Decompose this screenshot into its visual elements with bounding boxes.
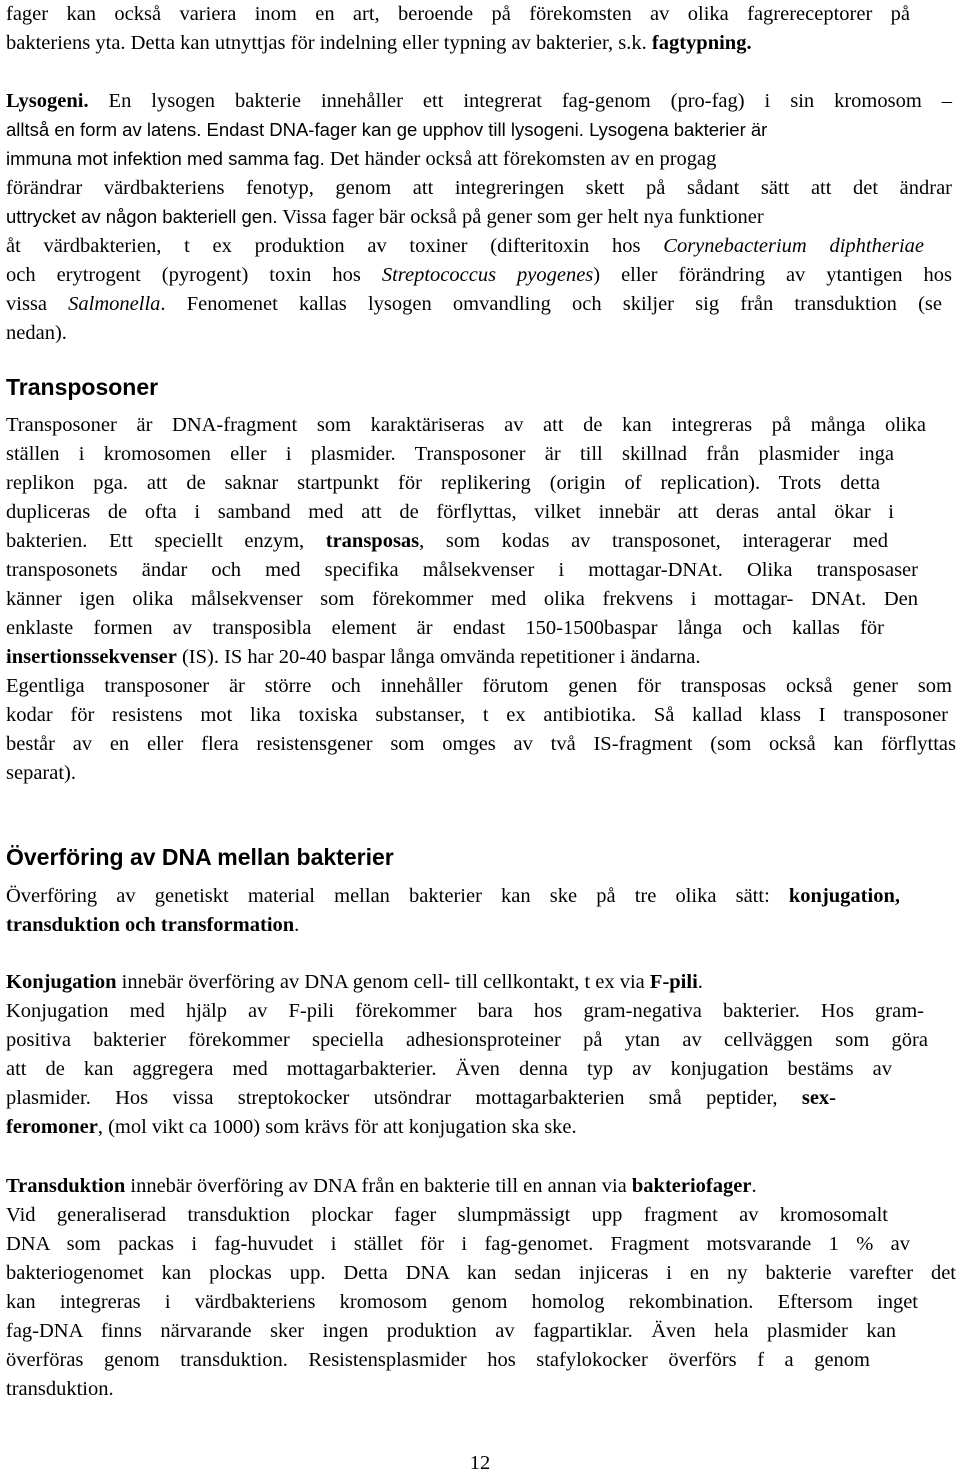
text-run: . [697,971,703,993]
term-sex: sex- [801,1087,836,1109]
species-name: Streptococcus pyogenes [381,264,594,286]
text-run: Överföring av genetiskt material mellan bakterier kan ske på tre olika sätt: [6,885,789,907]
text-run: bakteriogenomet kan plockas upp. Detta DNA kan sedan injiceras i en ny bakterie varefter det [6,1262,956,1284]
text-run: . [294,914,300,936]
text-line [6,120,952,141]
text-line [6,560,918,581]
text-run: positiva bakterier förekommer speciella adhesionsproteiner på ytan av cellväggen som göra [6,1029,928,1051]
text-line [6,265,952,286]
text-run: immuna mot infektion med samma fag. [6,148,325,169]
term-lysogeni: Lysogeni. [6,90,89,112]
text-run: DNA som packas i fag-huvudet i stället för i fag-genomet. Fragment motsvarande 1 % av [6,1233,910,1255]
text-line [6,33,752,54]
text-run: att de kan aggregera med mottagarbakterier. Även denna typ av konjugation bestäms av [6,1058,892,1080]
text-run: Konjugation med hjälp av F-pili förekommer bara hos gram-negativa bakterier. Hos gram- [6,1000,924,1022]
term-bakteriofager: bakteriofager [631,1175,752,1197]
text-run: vissa [6,293,69,315]
text-line [6,647,701,668]
term-f-pili: F-pili [649,971,698,993]
text-line [6,531,888,552]
text-run: , (mol vikt ca 1000) som krävs för att konjugation ska ske. [97,1116,577,1138]
text-line [6,1030,928,1051]
text-line [6,1205,888,1226]
text-run: Egentliga transposoner är större och innehåller förutom genen för transposas också gener som [6,675,952,697]
text-run: uttrycket av någon bakteriell gen. [6,206,278,227]
text-line [6,323,67,344]
text-run: dupliceras de ofta i samband med att de förflyttas, vilket innebär att deras antal ökar i [6,501,894,523]
term-konjugation: Konjugation [6,971,117,993]
text-line [6,734,956,755]
text-line [6,1321,896,1342]
text-run: transposonets ändar och med specifika målsekvenser i mottagar-DNAt. Olika transposaser [6,559,918,581]
text-run: Vid generaliserad transduktion plockar fager slumpmässigt upp fragment av kromosomalt [6,1204,888,1226]
text-line [6,236,924,257]
text-line [6,473,880,494]
text-run: fag-DNA finns närvarande sker ingen produktion av fagpartiklar. Även hela plasmider kan [6,1320,896,1342]
text-line [6,763,76,784]
text-run: åt värdbakterien, t ex produktion av toxiner (difteritoxin hos [6,235,664,257]
text-line [6,1350,870,1371]
text-line [6,1234,910,1255]
text-line [6,4,910,25]
term-insertionssekvenser: insertionssekvenser [6,646,177,668]
text-run: En lysogen bakterie innehåller ett integrerat fag-genom (pro-fag) i sin kromosom – [88,90,952,112]
text-run: plasmider. Hos vissa streptokocker utsöndrar mottagarbakterien små peptider, [6,1087,802,1109]
term-transposas: transposas [325,530,420,552]
term-konjugation: konjugation, [788,885,900,907]
text-line [6,1176,757,1197]
text-line [6,1088,836,1109]
text-run: fager kan också variera inom en art, beroende på förekomsten av olika fagrereceptorer på [6,3,910,25]
text-line [6,178,952,199]
term-feromoner: feromoner [6,1116,98,1138]
text-run: och erytrogent (pyrogent) toxin hos [6,264,382,286]
term-fagtypning: fagtypning. [651,32,752,54]
text-line [6,1292,918,1313]
text-line [6,618,884,639]
text-run: Transposoner är DNA-fragment som karaktäriseras av att de kan integreras på många olika [6,414,926,436]
text-line [6,1263,956,1284]
text-line [6,589,918,610]
text-run: består av en eller flera resistensgener som omges av två IS-fragment (som också kan förflyttas [6,733,956,755]
text-run: innebär överföring av DNA genom cell- till cellkontakt, t ex via [116,971,650,993]
text-run: ) eller förändring av ytantigen hos [593,264,952,286]
text-run: . [751,1175,757,1197]
term-transduktion: Transduktion [6,1175,126,1197]
text-line [6,294,942,315]
text-line [6,915,299,936]
text-line [6,1117,577,1138]
text-line [6,149,716,170]
term-transduktion-transformation: transduktion och transformation [6,914,295,936]
text-line [6,207,764,228]
text-run: kan integreras i värdbakteriens kromosom genom homolog rekombination. Eftersom inget [6,1291,918,1313]
text-run: bakterien. Ett speciellt enzym, [6,530,326,552]
text-line [6,1059,892,1080]
text-line [6,502,894,523]
text-run: nedan). [6,322,67,344]
text-line [6,972,703,993]
text-run: bakteriens yta. Detta kan utnyttjas för indelning eller typning av bakterier, s.k. [6,32,652,54]
text-line [6,705,948,726]
section-heading-transposoner: Transposoner [6,374,159,400]
text-line [6,415,926,436]
text-run: transduktion. [6,1378,114,1400]
species-name: Salmonella [68,293,161,315]
text-run: (IS). IS har 20-40 baspar långa omvända repetitioner i ändarna. [176,646,701,668]
text-run: Vissa fager bär också på gener som ger helt nya funktioner [277,206,764,228]
text-run: ställen i kromosomen eller i plasmider. Transposoner är till skillnad från plasmider inga [6,443,894,465]
text-run: Det händer också att förekomsten av en progag [324,148,717,170]
text-run: , som kodas av transposonet, interagerar med [419,530,888,552]
text-run: förändrar värdbakteriens fenotyp, genom att integreringen skett på sådant sätt att det ändrar [6,177,952,199]
text-run: känner igen olika målsekvenser som förekommer med olika frekvens i mottagar- DNAt. Den [6,588,918,610]
species-name: Corynebacterium diphtheriae [663,235,924,257]
text-line [6,676,952,697]
text-run: alltså en form av latens. Endast DNA-fager kan ge upphov till lysogeni. [6,119,590,140]
text-run: enklaste formen av transposibla element är endast 150-1500baspar långa och kallas för [6,617,884,639]
text-run: Lysogena bakterier är [589,119,768,140]
text-run: . Fenomenet kallas lysogen omvandling och skiljer sig från transduktion (se [160,293,942,315]
text-run: separat). [6,762,76,784]
text-line [6,886,900,907]
text-line [6,1001,924,1022]
text-run: överföras genom transduktion. Resistensplasmider hos stafylokocker överförs f a genom [6,1349,870,1371]
text-run: replikon pga. att de saknar startpunkt för replikering (origin of replication). Trots detta [6,472,880,494]
section-heading-overforing: Överföring av DNA mellan bakterier [6,844,394,870]
text-run: kodar för resistens mot lika toxiska substanser, t ex antibiotika. Så kallad klass I transposoner [6,704,948,726]
text-line [6,91,952,112]
text-line [6,444,894,465]
text-run: innebär överföring av DNA från en bakterie till en annan via [125,1175,632,1197]
text-line [6,1379,114,1400]
page-number: 12 [469,1452,491,1474]
